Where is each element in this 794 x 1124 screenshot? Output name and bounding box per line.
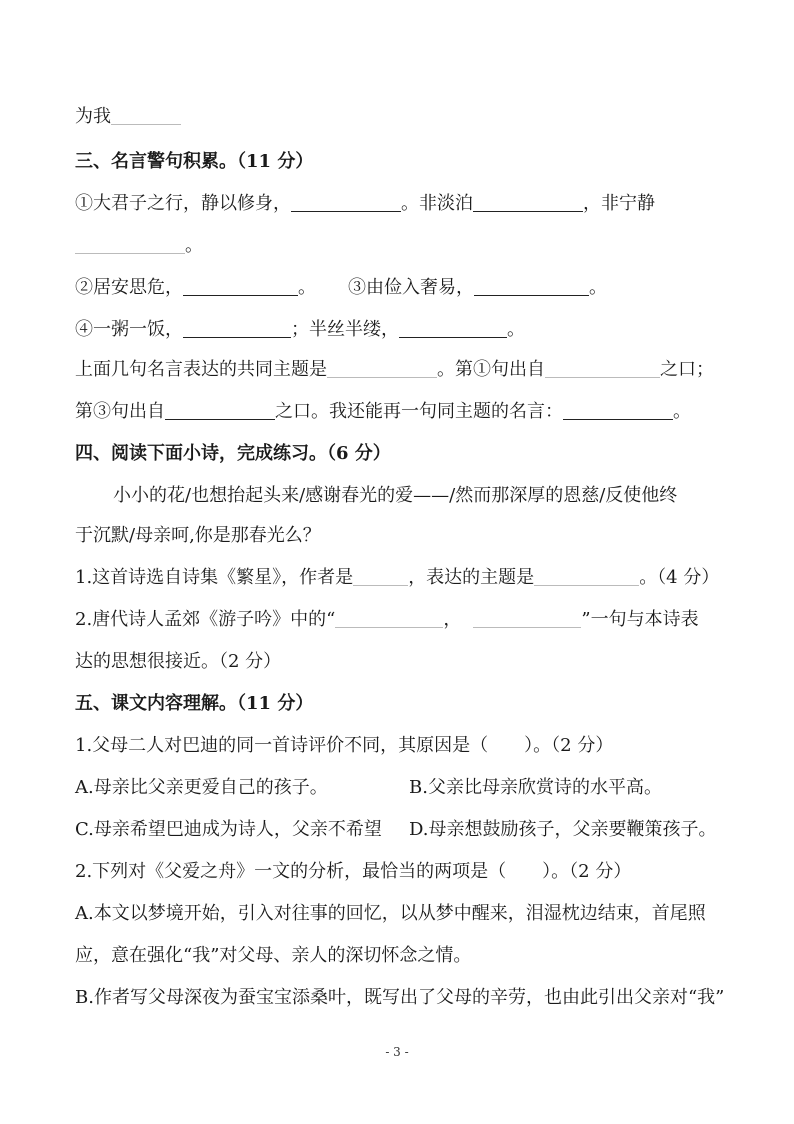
theme-line-2: 第③句出自 之口。我还能再一句同主题的名言： 。 [75,401,691,422]
poem-line-2: 于沉默/母亲呵,你是那春光么？ [75,525,321,546]
blank [563,401,673,420]
poem-question-2-cont: 达的思想很接近。（2 分） [75,651,282,672]
q2-option-b-line-1: B.作者写父母深夜为蚕宝宝添桑叶，既写出了父母的辛劳，也由此引出父亲对“我” [75,987,725,1008]
blank [291,193,401,212]
blank [327,359,437,378]
quote-4-line: ④一粥一饭， ；半丝半缕， 。 [75,319,525,340]
option-b: B.父亲比母亲欣赏诗的水平高。 [409,777,662,798]
choice-row-cd [75,818,754,842]
section-4-heading: 四、阅读下面小诗，完成练习。（6 分） [75,443,391,464]
quote-2-3-line: ②居安思危， 。 ③由俭入奢易， 。 [75,277,607,298]
blank [183,319,291,338]
quote-1-cont: 。 [75,234,754,258]
blank [473,609,581,628]
poem-question-1: 1.这首诗选自诗集《繁星》，作者是 ，表达的主题是 。（4 分） [75,567,720,588]
section-3-heading: 三、名言警句积累。（11 分） [75,151,314,172]
poem-question-2: 2.唐代诗人孟郊《游子吟》中的“ ， ”一句与本诗表 [75,609,699,630]
section-5-heading: 五、课文内容理解。（11 分） [75,693,314,714]
theme-line-1: 上面几句名言表达的共同主题是 。第①句出自 之口； [75,359,714,380]
line-continuation: 为我 [75,105,754,129]
blank [75,235,185,254]
page-number: - 3 - [385,1045,409,1059]
option-c: C.母亲希望巴迪成为诗人，父亲不希望 [75,819,382,840]
choice-question-1: 1.父母二人对巴迪的同一首诗评价不同，其原因是（ ）。（2 分） [75,735,614,756]
choice-question-2: 2.下列对《父爱之舟》一文的分析，最恰当的两项是（ ）。（2 分） [75,861,632,882]
blank [335,609,443,628]
blank [399,319,507,338]
quote-1-line: ①大君子之行，静以修身， 。非淡泊 ，非宁静 [75,193,655,214]
option-a: A.母亲比父亲更爱自己的孩子。 [75,777,328,798]
blank [474,277,589,296]
blank [534,567,639,586]
q2-option-a-line-2: 应，意在强化“我”对父母、亲人的深切怀念之情。 [75,945,472,966]
q2-option-a-line-1: A.本文以梦境开始，引入对往事的回忆，以从梦中醒来，泪湿枕边结束，首尾照 [75,903,706,924]
blank [111,106,181,125]
blank [165,401,275,420]
blank [183,277,298,296]
choice-row-ab [75,776,754,800]
blank [353,567,408,586]
blank [473,193,583,212]
blank [545,359,660,378]
option-d: D.母亲想鼓励孩子，父亲要鞭策孩子。 [409,819,717,840]
poem-line-1: 小小的花/也想抬起头来/感谢春光的爱——/然而那深厚的恩慈/反使他终 [113,485,678,506]
